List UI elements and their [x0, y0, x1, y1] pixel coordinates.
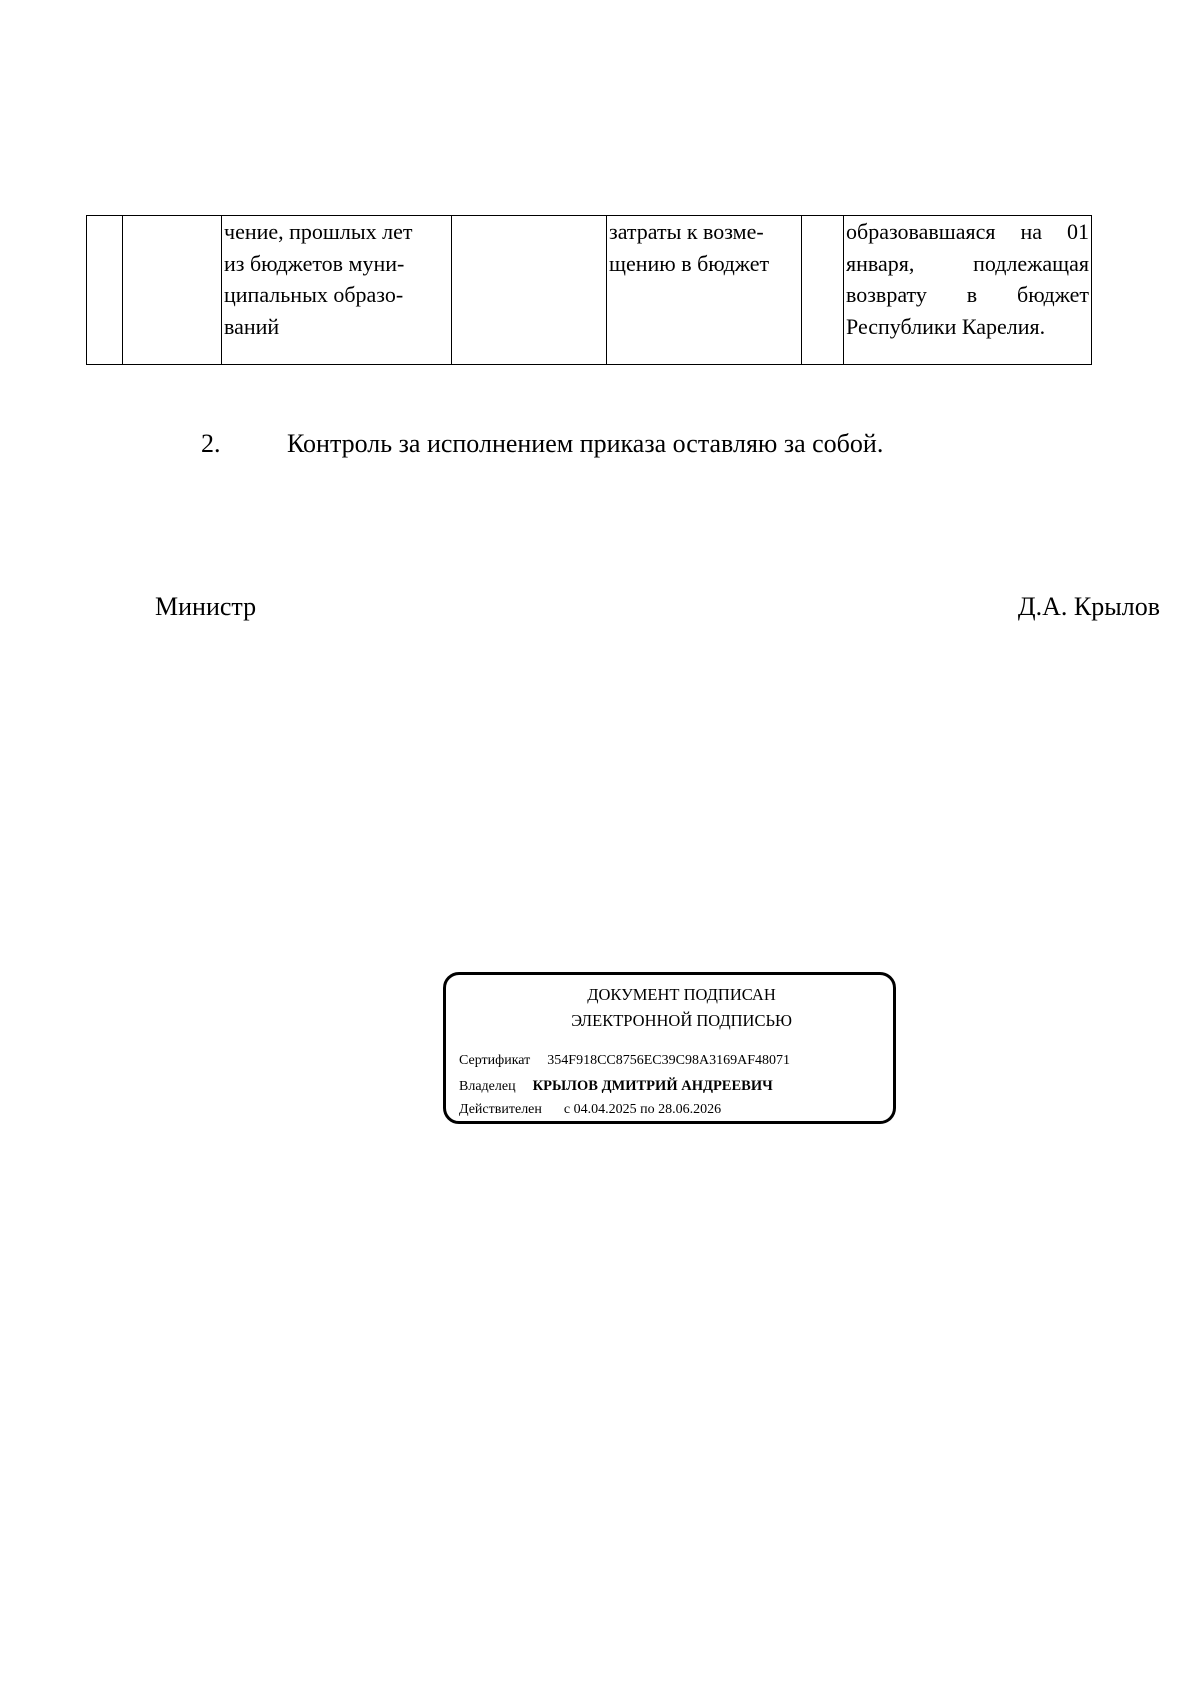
signature-block	[155, 591, 1160, 625]
cell-text-line: ваний	[224, 313, 280, 339]
cell-text-line: образовавшаяся на 01	[846, 219, 1089, 244]
cell-text-line: возврату в бюджет	[846, 282, 1089, 307]
table-cell-6	[802, 216, 844, 365]
table-row	[87, 216, 1092, 365]
validity-value: с 04.04.2025 по 28.06.2026	[563, 1102, 722, 1117]
stamp-title-line2: ЭЛЕКТРОННОЙ ПОДПИСЬЮ	[571, 1011, 792, 1030]
stamp-validity-row	[459, 1101, 721, 1119]
table-cell-4	[452, 216, 607, 365]
electronic-signature-stamp	[443, 972, 896, 1124]
cell-text-line: затраты к возме-	[609, 219, 764, 244]
owner-label: Владелец	[459, 1079, 516, 1094]
cell-text-line: ципальных образо-	[224, 282, 404, 307]
owner-value: КРЫЛОВ ДМИТРИЙ АНДРЕЕВИЧ	[532, 1078, 773, 1094]
item-text: Контроль за исполнением приказа оставляю за собой.	[287, 429, 884, 458]
stamp-title-line1: ДОКУМЕНТ ПОДПИСАН	[587, 985, 776, 1004]
cell-text-line: Республики Карелия.	[846, 313, 1046, 339]
table-cell-2	[123, 216, 222, 365]
certificate-value: 354F918CC8756EC39C98A3169AF48071	[547, 1053, 790, 1068]
certificate-label: Сертификат	[459, 1053, 531, 1068]
table-cell-3	[222, 216, 452, 365]
cell-text-line: щению в бюджет	[609, 250, 770, 276]
signer-position: Министр	[155, 592, 257, 621]
cell-text-line: чение, прошлых лет	[224, 219, 413, 244]
table-cell-7	[844, 216, 1092, 365]
stamp-owner-row	[459, 1077, 773, 1096]
table-cell-5	[607, 216, 802, 365]
signer-name: Д.А. Крылов	[1017, 592, 1160, 621]
validity-label: Действителен	[459, 1102, 542, 1117]
item-number: 2.	[201, 429, 221, 458]
table-cell-1	[87, 216, 123, 365]
cell-text-line: из бюджетов муни-	[224, 250, 405, 276]
cell-text-line: января, подлежащая	[846, 250, 1089, 276]
budget-table	[86, 215, 1092, 365]
stamp-certificate-row	[459, 1052, 790, 1070]
